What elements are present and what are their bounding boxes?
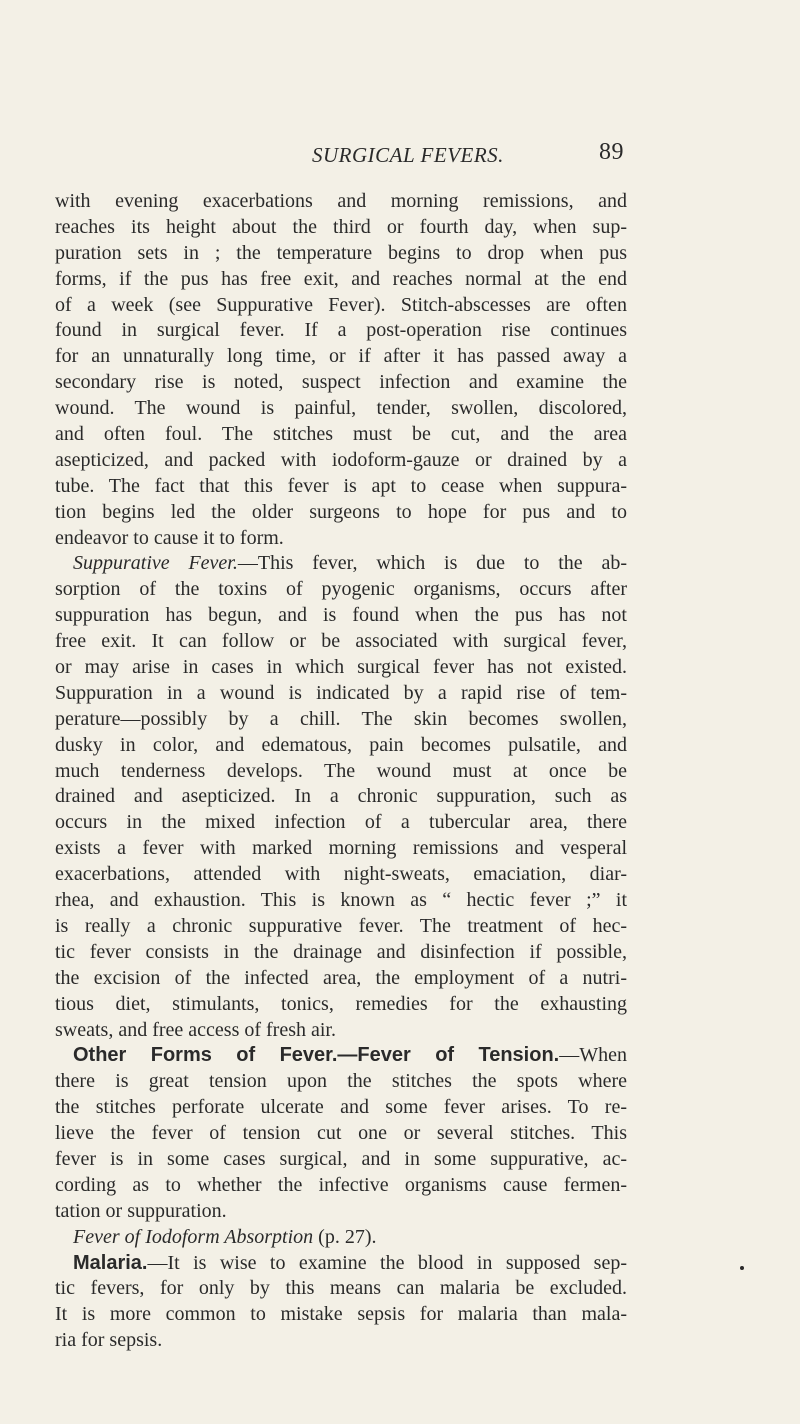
text-line: exacerbations, attended with night-sweats, emaciation, diar- <box>55 863 627 886</box>
text-line: perature—possibly by a chill. The skin becomes swollen, <box>55 707 627 730</box>
text-line: forms, if the pus has free exit, and reaches normal at the end <box>55 267 627 290</box>
margin-dot <box>740 1266 744 1270</box>
text-line: suppuration has begun, and is found when the pus has not <box>55 604 627 627</box>
text-line: with evening exacerbations and morning remissions, and <box>55 190 627 212</box>
text-line: tious diet, stimulants, tonics, remedies for the exhausting <box>55 992 627 1015</box>
text-line: or may arise in cases in which surgical fever has not existed. <box>55 656 627 679</box>
text-line: endeavor to cause it to form. <box>55 526 284 549</box>
text-line: ria for sepsis. <box>55 1329 163 1352</box>
text-line <box>55 1043 627 1069</box>
text-line: tion begins led the older surgeons to hope for pus and to <box>55 500 627 523</box>
body-text <box>55 189 627 1354</box>
text-line: fever is in some cases surgical, and in some suppurative, ac- <box>55 1147 627 1170</box>
text-line: and often foul. The stitches must be cut, and the area <box>55 423 627 446</box>
section-heading-other-forms: Other Forms of Fever. <box>73 1044 338 1067</box>
text-line <box>55 1225 627 1251</box>
text-line: drained and asepticized. In a chronic suppuration, such as <box>55 785 627 808</box>
text-line: found in surgical fever. If a post-operation rise continues <box>55 319 627 342</box>
section-heading-suppurative-fever: Suppurative Fever. <box>73 552 238 575</box>
text-line: asepticized, and packed with iodoform-gauze or drained by a <box>55 448 627 471</box>
text-line: sorption of the toxins of pyogenic organisms, occurs after <box>55 578 627 601</box>
text-line: secondary rise is noted, suspect infection and examine the <box>55 371 627 394</box>
text-line: reaches its height about the third or fourth day, when sup- <box>55 215 627 238</box>
text-line: cording as to whether the infective organisms cause fermen- <box>55 1173 627 1196</box>
page-number: 89 <box>599 139 624 165</box>
text-line: tic fever consists in the drainage and disinfection if possible, <box>55 940 627 963</box>
text-line: lieve the fever of tension cut one or several stitches. This <box>55 1122 627 1145</box>
text-line: the stitches perforate ulcerate and some fever arises. To re- <box>55 1096 627 1119</box>
subsection-heading-malaria: Malaria. <box>73 1251 148 1274</box>
text-line: rhea, and exhaustion. This is known as “ hectic fever ;” it <box>55 889 627 912</box>
text-line: much tenderness develops. The wound must at once be <box>55 759 627 782</box>
text-line: there is great tension upon the stitches the spots where <box>55 1070 627 1093</box>
text-line: free exit. It can follow or be associated with surgical fever, <box>55 630 627 653</box>
running-title: SURGICAL FEVERS. <box>312 143 504 167</box>
text-line: tube. The fact that this fever is apt to cease when suppura- <box>55 474 627 497</box>
text-line: exists a fever with marked morning remissions and vesperal <box>55 837 627 860</box>
text-line <box>55 551 627 577</box>
text-line: occurs in the mixed infection of a tubercular area, there <box>55 811 627 834</box>
text-line: of a week (see Suppurative Fever). Stitch-abscesses are often <box>55 293 627 316</box>
text-run: —It is wise to examine the blood in supposed sep- <box>147 1251 627 1274</box>
subsection-heading-iodoform: Fever of Iodoform Absorption <box>73 1225 314 1248</box>
text-line: the excision of the infected area, the employment of a nutri- <box>55 966 627 989</box>
text-run: — <box>337 1044 358 1067</box>
text-run: (p. 27). <box>313 1225 377 1248</box>
text-line: wound. The wound is painful, tender, swollen, discolored, <box>55 397 627 420</box>
text-line <box>55 1251 627 1277</box>
text-line: dusky in color, and edematous, pain becomes pulsatile, and <box>55 733 627 756</box>
text-line: is really a chronic suppurative fever. The treatment of hec- <box>55 914 627 937</box>
text-line: Suppuration in a wound is indicated by a rapid rise of tem- <box>55 681 627 704</box>
text-line: for an unnaturally long time, or if after it has passed away a <box>55 345 627 368</box>
text-run: —When <box>559 1044 627 1067</box>
subsection-heading-fever-of-tension: Fever of Tension. <box>357 1044 560 1067</box>
text-line: tation or suppuration. <box>55 1199 227 1222</box>
text-line: tic fevers, for only by this means can malaria be excluded. <box>55 1277 627 1300</box>
text-line: sweats, and free access of fresh air. <box>55 1018 336 1041</box>
text-line: puration sets in ; the temperature begins to drop when pus <box>55 241 627 264</box>
text-line: It is more common to mistake sepsis for malaria than mala- <box>55 1303 627 1326</box>
text-run: —This fever, which is due to the ab- <box>237 552 627 575</box>
